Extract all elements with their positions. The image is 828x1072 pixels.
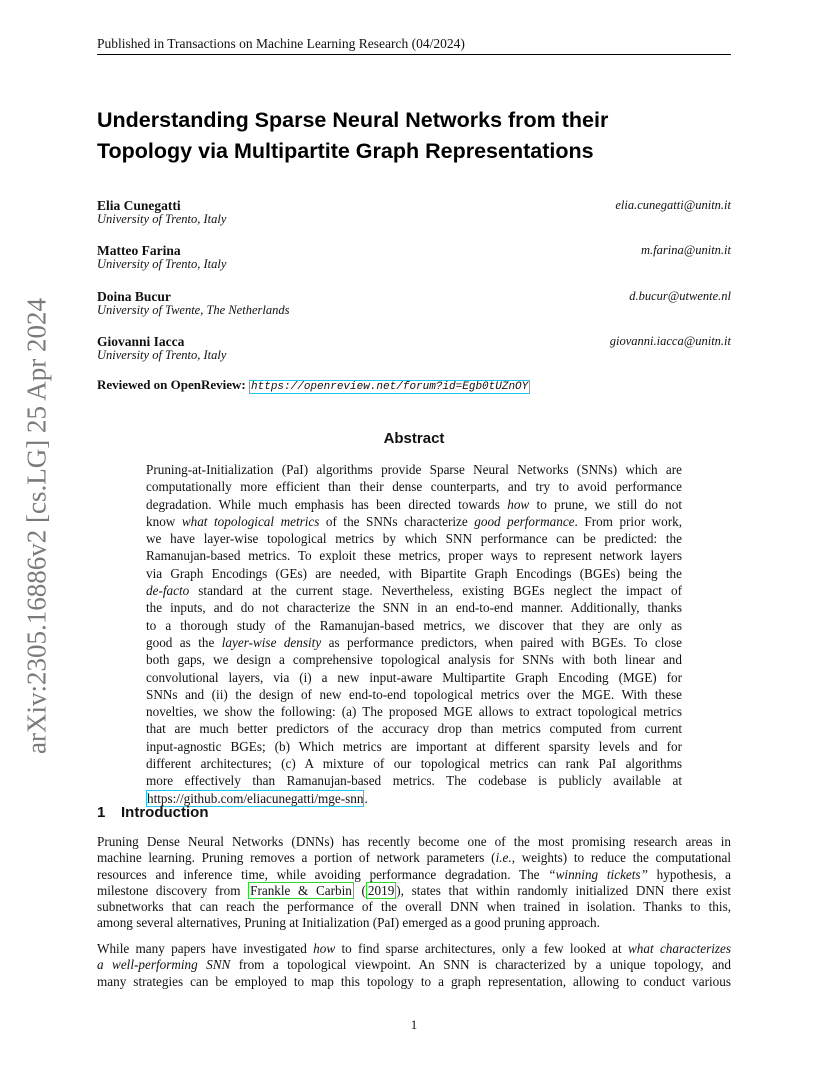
author-affiliation: University of Trento, Italy bbox=[97, 257, 227, 271]
author-name: Doina Bucur bbox=[97, 289, 171, 304]
abstract-line: https://github.com/eliacunegatti/mge-snn. bbox=[147, 790, 368, 806]
title-line: Understanding Sparse Neural Networks from their bbox=[97, 108, 609, 132]
abstract-line: different architectures; (c) A mixture of our topological metrics can rank PaI algorithms bbox=[146, 756, 682, 772]
abstract-line: convolutional layers, via (i) a new input-aware Multipartite Graph Encoding (MGE) for bbox=[146, 669, 682, 685]
intro-paragraph-1 bbox=[97, 834, 731, 932]
author-affiliation: University of Trento, Italy bbox=[97, 212, 227, 226]
abstract-line: via Graph Encodings (GEs) are needed, with Bipartite Graph Encodings (BGEs) being the bbox=[146, 565, 682, 581]
author-email[interactable]: giovanni.iacca@unitn.it bbox=[609, 334, 731, 348]
abstract-line: novelties, we show the following: (a) The proposed MGE allows to extract topological metrics bbox=[146, 704, 682, 720]
abstract-line: Ramanujan-based metrics. To exploit these metrics, proper ways to represent network layers bbox=[146, 548, 682, 564]
abstract-line: we have layer-wise topological metrics by which SNN performance can be predicted: the bbox=[146, 531, 682, 547]
para-line: machine learning. Pruning removes a portion of network parameters (i.e., weights) to reduce the computational bbox=[97, 850, 731, 866]
abstract-line: degradation. While much emphasis has been directed towards how to prune, we still do not bbox=[146, 496, 682, 512]
running-head: Published in Transactions on Machine Learning Research (04/2024) bbox=[97, 36, 465, 51]
author-name: Elia Cunegatti bbox=[97, 198, 181, 213]
title-line: Topology via Multipartite Graph Representations bbox=[97, 139, 594, 163]
abstract-line: more effectively than Ramanujan-based metrics. The codebase is publicly available at bbox=[146, 773, 682, 789]
abstract-line: de-facto standard at the current stage. Nevertheless, existing BGEs neglect the impact of bbox=[146, 583, 682, 599]
section-heading-introduction bbox=[97, 804, 208, 821]
paper-title bbox=[97, 105, 731, 167]
abstract-line: both gaps, we design a comprehensive topological analysis for SNNs with both linear and bbox=[146, 652, 682, 668]
author-email[interactable]: d.bucur@utwente.nl bbox=[629, 289, 731, 303]
para-line: milestone discovery from Frankle & Carbin ( 2019 ), states that within randomly initialized DNN there exist bbox=[97, 882, 732, 898]
abstract-line: good as the layer-wise density as performance predictors, when paired with BGEs. To close bbox=[146, 634, 682, 650]
page-number: 1 bbox=[410, 1017, 418, 1032]
abstract-line: SNNs and (ii) the design of new end-to-end topological metrics over the MGE. With these bbox=[146, 686, 682, 702]
author-email[interactable]: elia.cunegatti@unitn.it bbox=[615, 198, 731, 212]
para-line: among several alternatives, Pruning at Initialization (PaI) emerged as a good pruning approach. bbox=[97, 915, 600, 931]
abstract-line: that are much better predictors of the accuracy drop than metrics computed from current bbox=[146, 721, 682, 737]
para-line: many strategies can be employed to map this topology to a graph representation, allowing to conduct various bbox=[97, 973, 731, 989]
citation-link[interactable]: Frankle & Carbin bbox=[250, 882, 352, 898]
abstract-line: input-agnostic BGEs; (b) Which metrics are important at different sparsity levels and for bbox=[146, 738, 682, 754]
abstract-heading: Abstract bbox=[383, 430, 445, 447]
author-email[interactable]: m.farina@unitn.it bbox=[641, 243, 731, 257]
openreview-link[interactable]: https://openreview.net/forum?id=Egb0tUZnOY bbox=[251, 381, 529, 393]
abstract-line: Pruning-at-Initialization (PaI) algorithms provide Sparse Neural Networks (SNNs) which are bbox=[146, 462, 682, 477]
section-number: 1 bbox=[97, 804, 106, 821]
abstract-line: computationally more efficient than their dense counterparts, and try to avoid performance bbox=[146, 479, 682, 495]
para-line: a well-performing SNN from a topological viewpoint. An SNN is characterized by a unique topology, and bbox=[97, 957, 731, 973]
abstract-line: the inputs, and do not characterize the SNN in an end-to-end manner. Additionally, thanks bbox=[146, 600, 682, 616]
author-name: Giovanni Iacca bbox=[97, 334, 185, 349]
para-line: While many papers have investigated how to find sparse architectures, only a few looked at what characterizes bbox=[97, 941, 732, 956]
arxiv-stamp: arXiv:2305.16886v2 [cs.LG] 25 Apr 2024 bbox=[21, 298, 52, 754]
author-name: Matteo Farina bbox=[97, 243, 181, 258]
para-line: resources and inference time, while avoiding performance degradation. The “winning tickets” hypothesis, a bbox=[97, 866, 731, 882]
abstract-line: to a thorough study of the Ramanujan-based metrics, we discover that they are only as bbox=[146, 617, 682, 633]
abstract-body bbox=[146, 461, 682, 807]
header-rule bbox=[97, 54, 731, 55]
abstract-line: know what topological metrics of the SNNs characterize good performance. From prior work, bbox=[146, 513, 682, 529]
openreview-label: Reviewed on OpenReview: bbox=[97, 377, 246, 392]
citation-year-link[interactable]: 2019 bbox=[367, 882, 395, 898]
para-line: Pruning Dense Neural Networks (DNNs) has recently become one of the most promising research areas in bbox=[97, 834, 731, 849]
codebase-link[interactable]: https://github.com/eliacunegatti/mge-snn bbox=[147, 790, 364, 806]
openreview-line bbox=[97, 377, 530, 393]
para-line: subnetworks that can reach the performance of the overall DNN when trained in isolation. Thanks to this, bbox=[97, 899, 731, 915]
author-affiliation: University of Twente, The Netherlands bbox=[97, 303, 290, 317]
section-title: Introduction bbox=[121, 804, 209, 821]
author-affiliation: University of Trento, Italy bbox=[97, 348, 227, 362]
intro-paragraph-2 bbox=[97, 941, 731, 990]
